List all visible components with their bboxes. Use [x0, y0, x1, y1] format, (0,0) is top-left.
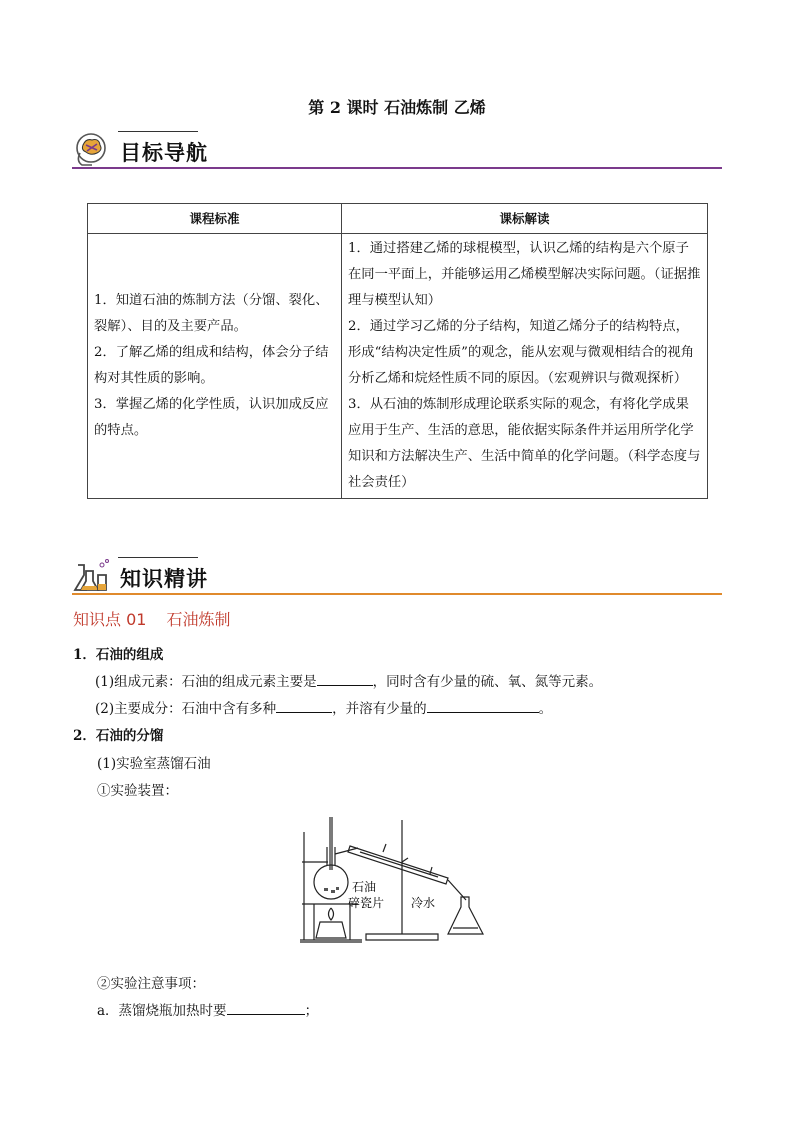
text-segment: 。 — [538, 701, 553, 717]
text-line: ①实验装置： — [97, 783, 178, 799]
knowledge-point-name: 石油炼制 — [166, 610, 231, 629]
interpretation-cell — [342, 234, 708, 499]
section-label: 目标导航 — [120, 141, 208, 165]
fill-blank — [427, 698, 539, 713]
text-segment: ，同时含有少量的硫、氧、氮等元素。 — [372, 674, 603, 690]
list-item: 1．通过搭建乙烯的球棍模型，认识乙烯的结构是六个原子在同一平面上，并能够运用乙烯模型解决实际问题。（证据推理与模型认知） — [348, 241, 701, 308]
table-header: 课标解读 — [342, 204, 708, 234]
table-header: 课程标准 — [88, 204, 342, 234]
list-item: 1．知道石油的炼制方法（分馏、裂化、裂解）、目的及主要产品。 — [94, 293, 329, 334]
text-segment: ，并溶有少量的 — [332, 701, 427, 717]
section-header-goal — [72, 131, 722, 173]
page-title: 第 2 课时 石油炼制 乙烯 — [308, 98, 486, 117]
text-line — [95, 697, 552, 717]
section-header-knowledge — [72, 557, 722, 599]
text-segment: a．蒸馏烧瓶加热时要 — [97, 1003, 227, 1019]
list-item: 3．从石油的炼制形成理论联系实际的观念，有将化学成果应用于生产、生活的意思，能依据实际条件并运用所学化学知识和方法解决生产、生活中简单的化学问题。（科学态度与社会责任） — [348, 397, 701, 490]
text-segment: ； — [304, 1003, 319, 1019]
table-row — [88, 234, 708, 499]
label-porcelain: 碎瓷片 — [348, 896, 385, 910]
text-line — [95, 670, 602, 690]
text-line: (1)实验室蒸馏石油 — [97, 756, 211, 772]
knowledge-point-title — [73, 607, 230, 630]
fill-blank — [276, 698, 332, 713]
list-item: 2．通过学习乙烯的分子结构，知道乙烯分子的结构特点，形成“结构决定性质”的观念，能从宏观与微观相结合的视角分析乙烯和烷烃性质不同的原因。（宏观辨识与微观探析） — [348, 319, 695, 386]
fill-blank — [227, 1000, 305, 1015]
list-item: 2．了解乙烯的组成和结构，体会分子结构对其性质的影响。 — [94, 345, 329, 386]
heading-fractionation: 2．石油的分馏 — [73, 728, 164, 744]
text-segment: (2)主要成分：石油中含有多种 — [95, 701, 277, 717]
text-line: ②实验注意事项： — [97, 976, 205, 992]
heading-composition: 1．石油的组成 — [73, 647, 164, 663]
knowledge-point-number: 知识点 01 — [73, 610, 147, 629]
fill-blank — [317, 671, 373, 686]
label-cold-water: 冷水 — [411, 896, 436, 910]
distillation-apparatus-figure — [298, 812, 498, 947]
label-oil: 石油 — [352, 880, 377, 894]
standards-cell — [88, 234, 342, 499]
section-label: 知识精讲 — [120, 567, 208, 591]
brain-icon — [72, 131, 112, 169]
text-line — [97, 999, 318, 1019]
curriculum-table — [87, 203, 708, 499]
table-header-row — [88, 204, 708, 234]
flask-icon — [72, 557, 112, 595]
text-segment: (1)组成元素：石油的组成元素主要是 — [95, 674, 317, 690]
list-item: 3．掌握乙烯的化学性质，认识加成反应的特点。 — [94, 397, 329, 438]
